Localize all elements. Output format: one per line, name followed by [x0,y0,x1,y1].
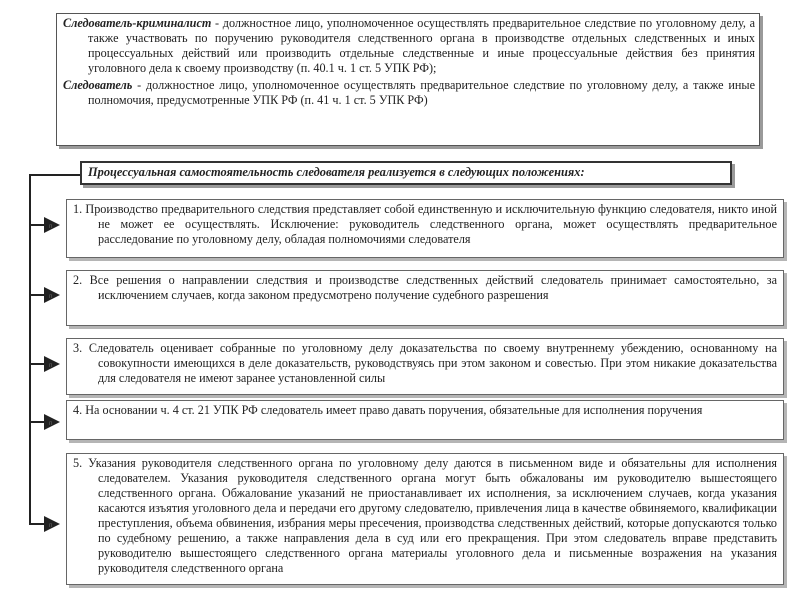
provision-item-2 [66,270,784,326]
arrow-label-5: п [49,523,53,529]
provision-item-3 [66,338,784,395]
arrow-label-2: п [49,294,53,300]
arrow-label-3: п [49,363,53,369]
procedural-independence-header: Процессуальная самостоятельность следователя реализуется в следующих положениях: [80,161,732,185]
definition-term: Следователь-криминалист [63,16,212,30]
definition-term: Следователь [63,78,133,92]
provision-item-4 [66,400,784,440]
definition-text: - должностное лицо, уполномоченное осуществлять предварительное следствие по уголовному делу, а также иные полномочия, предусмотренные УПК РФ (п. 41 ч. 1 ст. 5 УПК РФ) [88,78,755,107]
provision-text: 3. Следователь оценивает собранные по уголовному делу доказательства по своему внутреннему убеждению, основанному на совокупности имеющихся в деле доказательств, руководствуясь при этом законом и совестью. При этом никакие доказательства для следователя не имеют заранее установленной силы [73,341,777,385]
definition-investigator-criminalist [63,16,755,76]
definitions-box [56,13,760,146]
arrow-label-4: п [49,421,53,427]
provision-text: 5. Указания руководителя следственного органа по уголовному делу даются в письменном виде и обязательны для исполнения следователем. Указания руководителя следственного органа могут быть обжалованы им руководителю вышестоящего следственного органа. Обжалование указаний не приостанавливает их исполнения, за исключением случаев, когда указания касаются изъятия уголовного дела и передачи его другому следователю, привлечения лица в качестве обвиняемого, квалификации преступления, объема обвинения, избрания меры пресечения, производства следственных действий, которые допускаются только по судебному решению, а также направления дела в суд или его прекращения. При этом следователь вправе представить руководителю вышестоящего следственного органа материалы уголовного дела и письменные возражения на указания руководителя следственного органа [73,456,777,575]
provision-text: 1. Производство предварительного следствия представляет собой единственную и исключительную функцию следователя, никто иной не может ее осуществлять. Исключение: руководитель следственного органа, может осуществлять предварительное расследование по уголовному делу, обладая полномочиями следователя [73,202,777,246]
provision-text: 2. Все решения о направлении следствия и производстве следственных действий следователь принимает самостоятельно, за исключением случаев, когда законом предусмотрено получение судебного разрешения [73,273,777,302]
provision-item-1 [66,199,784,258]
arrow-label-1: п [49,224,53,230]
definition-text: - должностное лицо, уполномоченное осуществлять предварительное следствие по уголовному делу, а также участвовать по поручению руководителя следственного органа в производстве отдельных следственных и иных процессуальных действий или производить отдельные следственные и иные процессуальные действия без принятия уголовного дела к своему производству (п. 40.1 ч. 1 ст. 5 УПК РФ); [88,16,755,75]
definition-investigator [63,78,755,108]
provision-text: 4. На основании ч. 4 ст. 21 УПК РФ следователь имеет право давать поручения, обязательные для исполнения поручения [73,403,703,417]
provision-item-5 [66,453,784,585]
